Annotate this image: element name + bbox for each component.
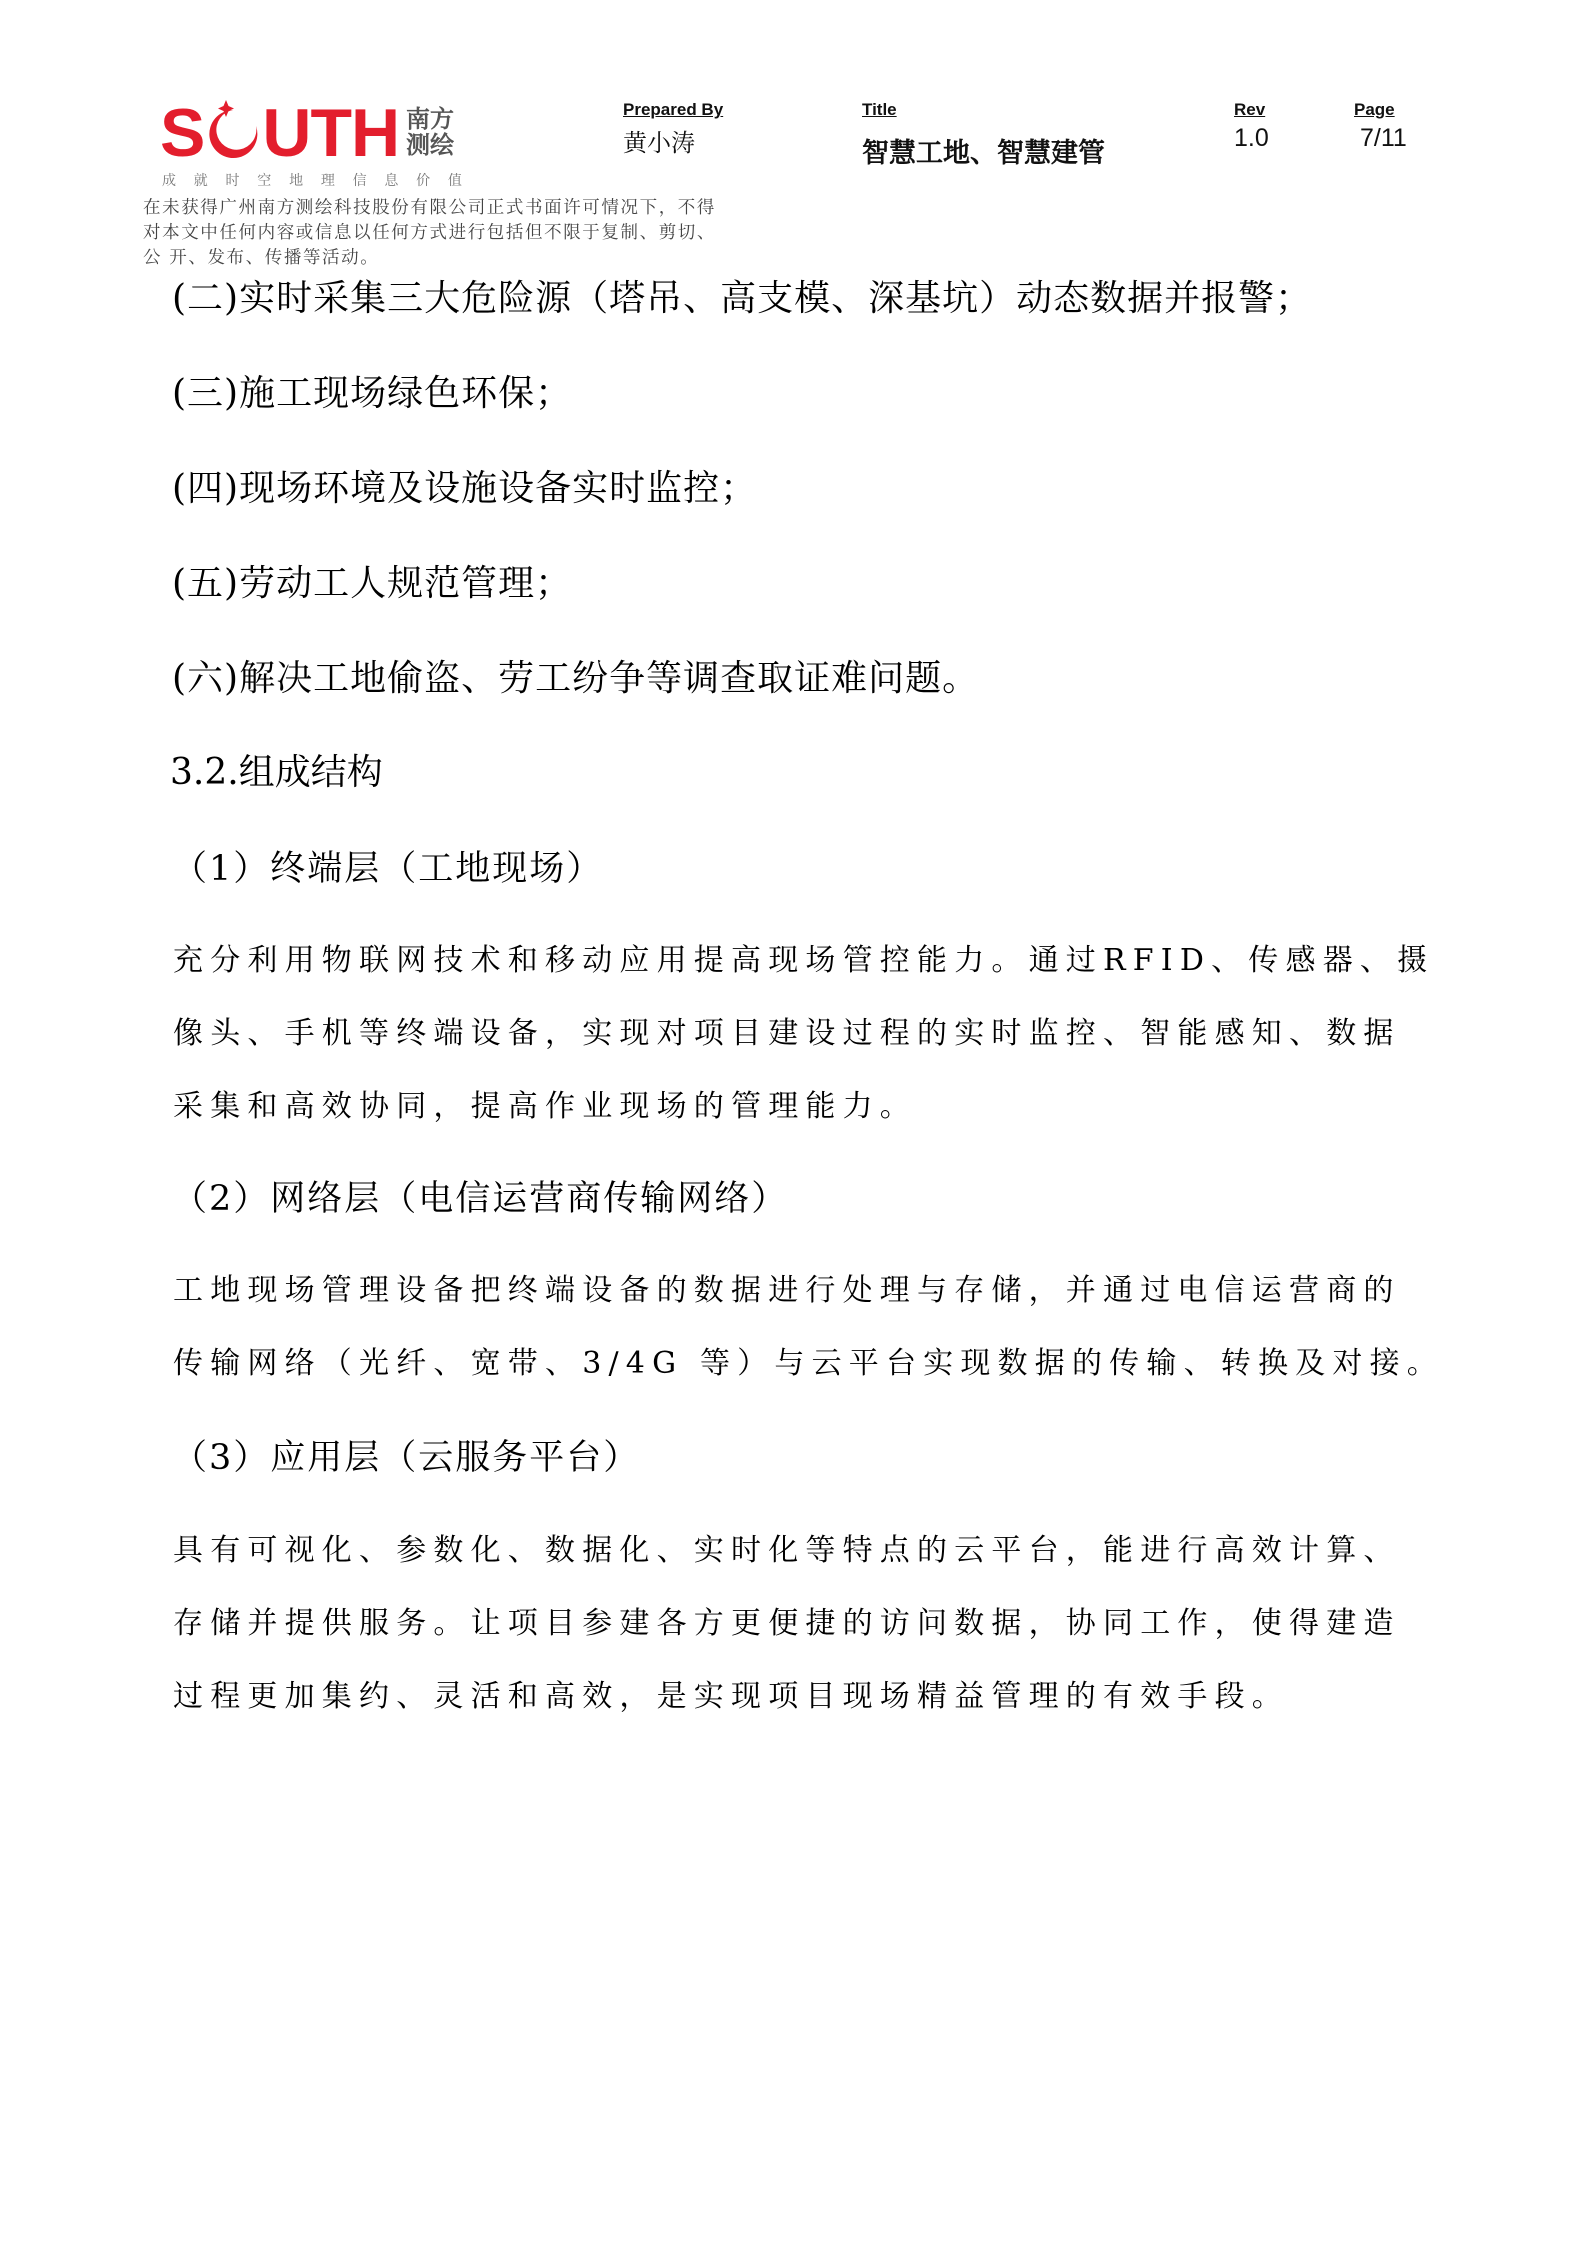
tagline-char: 价 — [416, 173, 431, 189]
list-item: (四)现场环境及设施设备实时监控； — [172, 468, 758, 509]
logo-chinese-name — [406, 106, 460, 158]
logo-letter-t: T — [310, 95, 352, 171]
list-item: (二)实时采集三大危险源（塔吊、高支模、深基坑）动态数据并报警； — [172, 278, 1313, 319]
logo-cn-line1: 南方 — [406, 105, 454, 133]
tagline-char: 空 — [257, 173, 272, 189]
layer-heading-terminal: （1）终端层（工地现场） — [172, 849, 604, 889]
layer-heading-application: （3）应用层（云服务平台） — [172, 1438, 641, 1478]
logo-wordmark — [160, 95, 400, 171]
tagline-char: 时 — [225, 173, 240, 189]
document-title: 智慧工地、智慧建管 — [862, 138, 1105, 169]
tagline-char: 就 — [193, 173, 208, 189]
paragraph-line: 采集和高效协同，提高作业现场的管理能力。 — [173, 1089, 917, 1124]
tagline-char: 理 — [320, 173, 335, 189]
rev-label: Rev — [1234, 100, 1266, 119]
layer-heading-network: （2）网络层（电信运营商传输网络） — [172, 1179, 789, 1219]
tagline-char: 信 — [352, 173, 367, 189]
paragraph-line: 充分利用物联网技术和移动应用提高现场管控能力。通过RFID、传感器、摄 — [173, 943, 1435, 978]
logo-tagline — [162, 170, 462, 190]
paragraph-line: 过程更加集约、灵活和高效，是实现项目现场精益管理的有效手段。 — [173, 1679, 1289, 1714]
copyright-disclaimer — [143, 196, 793, 271]
tagline-char: 息 — [384, 173, 399, 189]
disclaimer-line: 公 开、发布、传播等活动。 — [143, 248, 380, 268]
company-logo — [160, 95, 470, 195]
logo-letter-h: H — [351, 95, 400, 171]
page-label: Page — [1354, 100, 1395, 119]
prepared-by-label: Prepared By — [623, 100, 724, 119]
list-item: (五)劳动工人规范管理； — [172, 563, 573, 604]
paragraph-line: 具有可视化、参数化、数据化、实时化等特点的云平台，能进行高效计算、 — [173, 1533, 1401, 1568]
tagline-char: 值 — [447, 173, 462, 189]
paragraph-line: 传输网络（光纤、宽带、3/4G 等）与云平台实现数据的传输、转换及对接。 — [173, 1346, 1444, 1381]
logo-cn-line2: 测绘 — [406, 131, 454, 159]
prepared-by-value: 黄小涛 — [623, 129, 695, 157]
page-number: 7/11 — [1360, 124, 1407, 152]
tagline-char: 成 — [162, 173, 176, 189]
section-heading: 3.2.组成结构 — [170, 752, 383, 793]
tagline-char: 地 — [289, 173, 304, 189]
paragraph-line: 工地现场管理设备把终端设备的数据进行处理与存储，并通过电信运营商的 — [173, 1273, 1401, 1308]
rev-value: 1.0 — [1234, 124, 1269, 152]
logo-letter-u: U — [262, 95, 311, 171]
disclaimer-line: 在未获得广州南方测绘科技股份有限公司正式书面许可情况下，不得 — [143, 198, 716, 218]
logo-letter-s: S — [160, 95, 205, 171]
list-item: (六)解决工地偷盗、劳工纷争等调查取证难问题。 — [172, 658, 980, 699]
paragraph-line: 存储并提供服务。让项目参建各方更便捷的访问数据，协同工作，使得建造 — [173, 1606, 1401, 1641]
title-label: Title — [862, 100, 897, 119]
list-item: (三)施工现场绿色环保； — [172, 373, 573, 414]
logo-crescent-star-icon — [206, 106, 260, 160]
paragraph-line: 像头、手机等终端设备，实现对项目建设过程的实时监控、智能感知、数据 — [173, 1016, 1401, 1051]
disclaimer-line: 对本文中任何内容或信息以任何方式进行包括但不限于复制、剪切、 — [143, 223, 716, 243]
